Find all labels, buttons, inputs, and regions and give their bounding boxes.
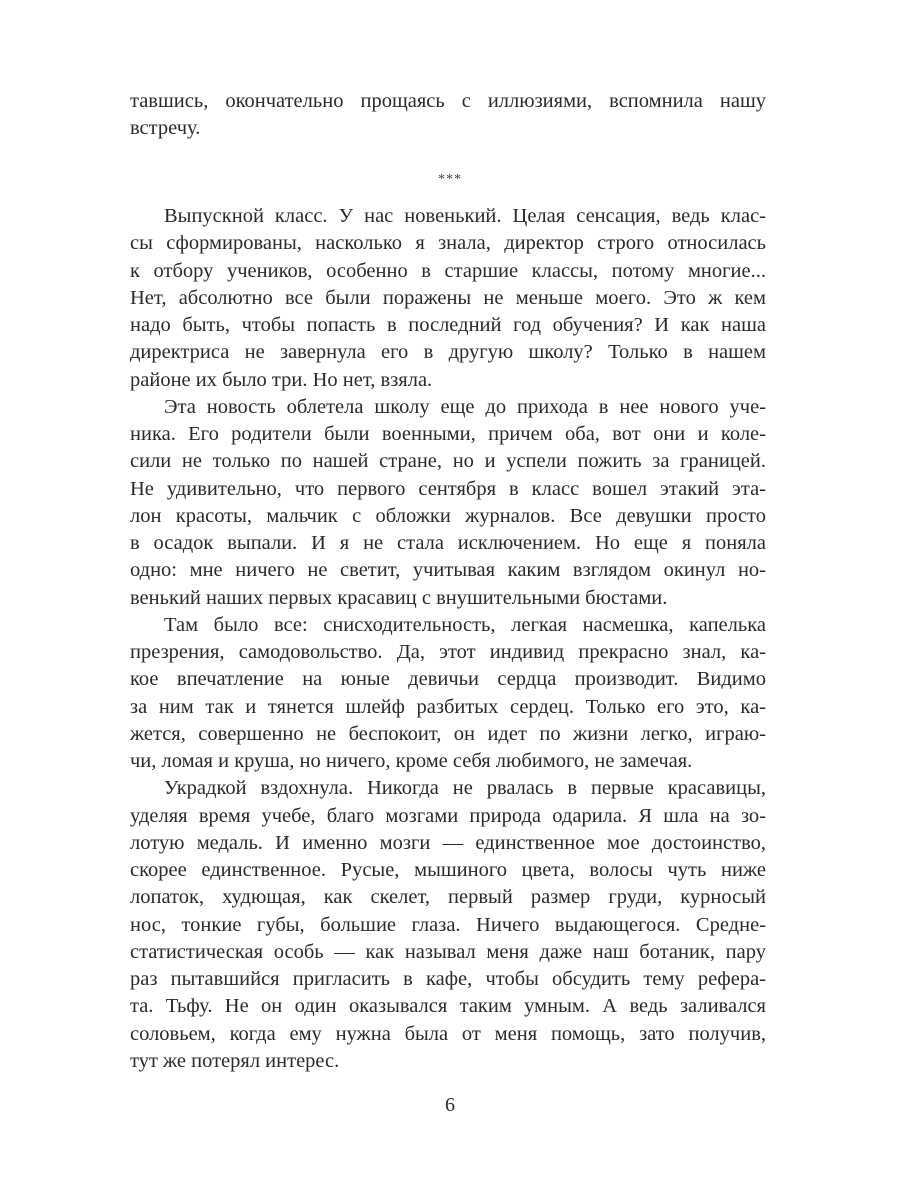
page-number: 6 xyxy=(445,1094,455,1116)
text-line: нос, тонкие губы, большие глаза. Ничего выдающегося. Средне- xyxy=(130,913,766,936)
text-line: Нет, абсолютно все были поражены не меньше моего. Это ж кем xyxy=(130,286,766,309)
paragraph xyxy=(130,394,766,612)
text-line: встречу. xyxy=(130,117,201,140)
text-line: презрения, самодовольство. Да, этот индивид прекрасно знал, ка- xyxy=(130,641,766,663)
paragraph xyxy=(130,203,766,394)
text-line: раз пытавшийся пригласить в кафе, чтобы обсудить тему рефера- xyxy=(130,968,766,990)
text-line: сы сформированы, насколько я знала, директор строго относилась xyxy=(130,232,766,255)
text-line: чи, ломая и круша, но ничего, кроме себя любимого, не замечая. xyxy=(130,750,693,772)
text-line: в осадок выпали. И я не стала исключением. Но еще я поняла xyxy=(130,532,766,554)
text-line: одно: мне ничего не светит, учитывая каким взглядом окинул но- xyxy=(130,559,766,582)
text-line: Выпускной класс. У нас новенький. Целая сенсация, ведь клас- xyxy=(164,205,766,227)
text-line: тавшись, окончательно прощаясь с иллюзиями, вспомнила нашу xyxy=(130,90,766,112)
text-line: директриса не завернула его в другую школу? Только в нашем xyxy=(130,341,766,364)
text-line: уделяя время учебе, благо мозгами природа одарила. Я шла на зо- xyxy=(130,804,766,827)
text-line: тут же потерял интерес. xyxy=(130,1049,340,1072)
intro-paragraph xyxy=(130,88,766,143)
text-line: Украдкой вздохнула. Никогда не рвалась в первые красавицы, xyxy=(164,777,766,800)
text-line: статистическая особь — как называл меня даже наш ботаник, пару xyxy=(130,940,766,963)
text-line: сили не только по нашей стране, но и успели пожить за границей. xyxy=(130,450,766,473)
text-line: лон красоты, мальчик с обложки журналов. Все девушки просто xyxy=(130,504,766,527)
text-line: лопаток, худющая, как скелет, первый размер груди, курносый xyxy=(130,886,766,909)
text-line: Не удивительно, что первого сентября в класс вошел этакий эта- xyxy=(130,477,766,500)
text-line: надо быть, чтобы попасть в последний год обучения? И как наша xyxy=(130,314,766,336)
text-line: Эта новость облетела школу еще до прихода в нее нового уче- xyxy=(164,395,766,418)
text-line: районе их было три. Но нет, взяла. xyxy=(130,368,433,391)
text-line: Там было все: снисходительность, легкая насмешка, капелька xyxy=(164,613,766,636)
text-line: жется, совершенно не беспокоит, он идет по жизни легко, играю- xyxy=(130,722,766,745)
text-line: венький наших первых красавиц с внушительными бюстами. xyxy=(130,586,668,609)
paragraph xyxy=(130,775,766,1075)
paragraph xyxy=(130,612,766,776)
body-text xyxy=(130,203,766,1075)
text-line: кое впечатление на юные девичьи сердца производит. Видимо xyxy=(130,668,766,691)
text-line: соловьем, когда ему нужна была от меня помощь, зато получив, xyxy=(130,1022,766,1045)
section-separator: *** xyxy=(438,172,462,187)
text-line: к отбору учеников, особенно в старшие классы, потому многие... xyxy=(130,259,766,282)
text-line: та. Тьфу. Не он один оказывался таким умным. А ведь заливался xyxy=(130,995,766,1018)
text-line: лотую медаль. И именно мозги — единственное мое достоинство, xyxy=(130,831,766,854)
text-line: ника. Его родители были военными, причем оба, вот они и коле- xyxy=(130,423,766,445)
text-line: за ним так и тянется шлейф разбитых сердец. Только его это, ка- xyxy=(130,695,766,718)
text-line: скорее единственное. Русые, мышиного цвета, волосы чуть ниже xyxy=(130,859,766,881)
